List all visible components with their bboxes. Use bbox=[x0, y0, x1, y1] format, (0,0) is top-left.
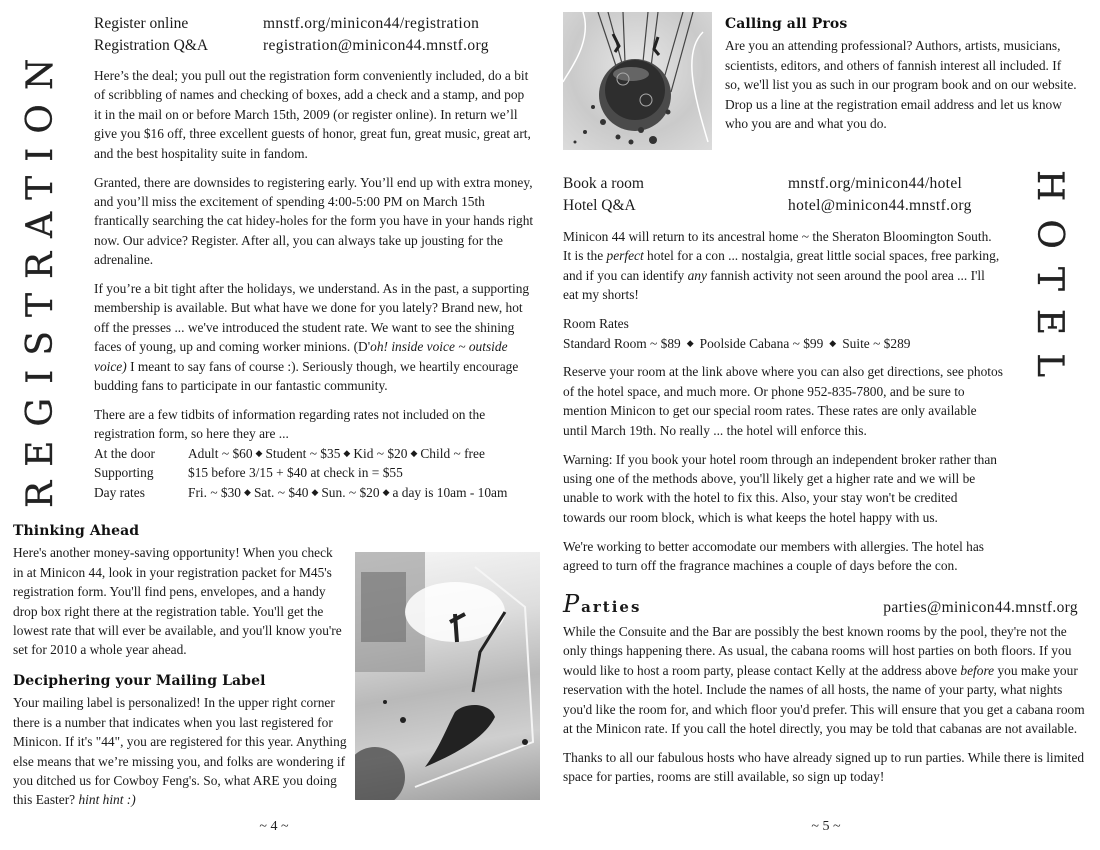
wrecking-ball-artwork bbox=[563, 12, 712, 150]
rate-item: Sun. ~ $20 bbox=[321, 484, 380, 500]
separator-diamond-icon: ◆ bbox=[244, 486, 251, 497]
p3-text-b: I meant to say fans of course :). Seriously though, we heartily encourage budding fans to participate in our fantastic community. bbox=[94, 358, 519, 394]
hotel-paragraph-4: We're working to better accomodate our members with allergies. The hotel has agreed to turn off the fragrance machines a couple of days before the con. bbox=[563, 538, 985, 574]
page-number-left: ~ 4 ~ bbox=[259, 819, 289, 834]
hotel-qa-label: Hotel Q&A bbox=[563, 197, 636, 214]
bungee-jumper-artwork bbox=[355, 552, 540, 800]
registration-paragraph-2: Granted, there are downsides to registering early. You’ll end up with extra money, and you’ll miss the excitement of spending 4:00-5:00 PM on March 15th frantically searching the cat hidey-holes for the form you have in your hands right now. Our advice? Register. After all, you can always take up jousting for the adrenaline. bbox=[94, 174, 534, 268]
register-online-link[interactable]: mnstf.org/minicon44/registration bbox=[263, 15, 480, 32]
bungee-jumper-image bbox=[355, 552, 540, 800]
rates-row bbox=[94, 444, 534, 463]
hotel-p1-italic-perfect: perfect bbox=[606, 248, 644, 264]
p3-italic: oh! inside voice ~ outside voice) bbox=[94, 339, 508, 374]
room-rate-item: Standard Room ~ $89 bbox=[563, 335, 681, 351]
calling-all-pros-heading: Calling all Pros bbox=[725, 16, 848, 32]
rates-row-label: Supporting bbox=[94, 465, 154, 481]
registration-qa-row bbox=[94, 35, 534, 57]
thinking-ahead-section bbox=[13, 522, 343, 660]
registration-links bbox=[94, 13, 534, 57]
parties-p1-italic: before bbox=[960, 662, 995, 678]
hotel-p1-c: fannish activity not seen around the pool area ... I'll eat my shorts! bbox=[563, 267, 985, 303]
parties-heading bbox=[563, 590, 641, 618]
separator-diamond-icon: ◆ bbox=[829, 337, 837, 348]
hotel-vertical-title: HOTEL bbox=[1029, 170, 1070, 396]
hotel-links bbox=[563, 173, 1003, 217]
p3-text-a: If you’re a bit tight after the holidays, we understand. As in the past, a supporting membership is available. But what have we done for you lately? Brand new, hot off the presses ... we've introduced the student rate. We want to see the shining faces of young, up and coming worker minions. (D' bbox=[94, 281, 530, 355]
hotel-p1-b: hotel for a con ... nostalgia, great little social spaces, free parking, and if you can identify bbox=[563, 248, 1000, 283]
rate-item: Kid ~ $20 bbox=[353, 445, 408, 461]
room-rates-list bbox=[563, 334, 1003, 353]
rates-table bbox=[94, 444, 534, 502]
registration-body bbox=[94, 66, 534, 502]
separator-diamond-icon: ◆ bbox=[410, 447, 418, 458]
rates-row-label: Day rates bbox=[94, 484, 145, 500]
thinking-ahead-body: Here's another money-saving opportunity! When you check in at Minicon 44, look in your registration packet for M45's registration form. You'll find pens, envelopes, and a handy drop box right there at the registration table. You'll get the lowest rate that will ever be available, and you'll know you're set for 2010 a whole year ahead. bbox=[13, 545, 342, 658]
book-a-room-link[interactable]: mnstf.org/minicon44/hotel bbox=[788, 175, 963, 192]
registration-qa-label: Registration Q&A bbox=[94, 37, 209, 54]
rates-row bbox=[94, 483, 534, 502]
room-rates-heading: Room Rates bbox=[563, 316, 629, 332]
parties-email[interactable]: parties@minicon44.mnstf.org bbox=[883, 599, 1078, 616]
parties-header bbox=[563, 590, 1078, 618]
registration-vertical-title: REGISTRATION bbox=[20, 44, 61, 508]
hotel-body bbox=[563, 227, 1003, 576]
hotel-paragraph-3: Warning: If you book your hotel room through an independent broker rather than using one of the methods above, you'll likely get a higher rate and we will be unable to work with the hotel to fix this. Also, your stay won't be credited towards our room block, which is what keeps the hotel happy with us. bbox=[563, 451, 997, 525]
separator-diamond-icon: ◆ bbox=[255, 447, 263, 458]
book-a-room-row bbox=[563, 173, 1003, 195]
rate-item: Adult ~ $60 bbox=[188, 445, 253, 461]
rate-item: Sat. ~ $40 bbox=[253, 484, 309, 500]
registration-qa-email[interactable]: registration@minicon44.mnstf.org bbox=[263, 37, 489, 54]
thinking-ahead-heading: Thinking Ahead bbox=[13, 523, 140, 539]
rate-item: a day is 10am - 10am bbox=[392, 484, 508, 500]
parties-paragraph-2: Thanks to all our fabulous hosts who have already signed up to run parties. While there is limited space for parties, rooms are still available, so sign up today! bbox=[563, 749, 1085, 785]
register-online-row bbox=[94, 13, 534, 35]
rate-item: Child ~ free bbox=[420, 445, 485, 461]
mailing-label-section bbox=[13, 672, 353, 810]
parties-p1-b: you make your reservation with the hotel. Include the names of all hosts, the name of your party, what nights you'd like the room for, and which floor you'd prefer. This will ensure that you get a cabana room at the Minicon rate. If you call the hotel directly, you may be told that cabanas are not available. bbox=[563, 662, 1085, 737]
wrecking-ball-image bbox=[563, 12, 712, 150]
registration-paragraph-1: Here’s the deal; you pull out the registration form conveniently included, do a bit of scribbling of names and checking of boxes, add a check and a stamp, and pop it in the mail on or before March 15th, 2009 (or register online). In return we’ll give you $16 off, three excellent guests of honor, great fun, great music, great art, and the best hospitality suite in fandom. bbox=[94, 68, 531, 161]
separator-diamond-icon: ◆ bbox=[311, 486, 319, 497]
separator-diamond-icon: ◆ bbox=[382, 486, 390, 497]
hotel-paragraph-2: Reserve your room at the link above where you can also get directions, see photos of the hotel space, and much more. Or phone 952-835-7800, and be sure to mention Minicon to get our special room rates. These rates are only available until March 19th. No really ... the hotel will enforce this. bbox=[563, 364, 1003, 438]
separator-diamond-icon: ◆ bbox=[686, 337, 694, 348]
rate-item: Fri. ~ $30 bbox=[188, 484, 242, 500]
hotel-p1-a: Minicon 44 will return to its ancestral home ~ the Sheraton Bloomington South. It is the bbox=[563, 229, 992, 264]
separator-diamond-icon: ◆ bbox=[343, 447, 351, 458]
book-a-room-label: Book a room bbox=[563, 175, 644, 192]
room-rate-item: Poolside Cabana ~ $99 bbox=[699, 335, 824, 351]
registration-paragraph-3 bbox=[94, 279, 534, 395]
room-rate-item: Suite ~ $289 bbox=[842, 335, 911, 351]
mailing-label-body bbox=[13, 693, 353, 809]
hotel-p1-italic-any: any bbox=[687, 267, 707, 283]
rates-row-label: At the door bbox=[94, 445, 155, 461]
rates-row-values bbox=[188, 444, 485, 463]
parties-p1-a: While the Consuite and the Bar are possibly the best known rooms by the pool, they're not the only things happening there. As usual, the cabana rooms will host parties on both floors. If you would like to host a room party, please contact Kelly at the address above bbox=[563, 624, 1072, 678]
calling-all-pros-body: Are you an attending professional? Authors, artists, musicians, scientists, editors, and others of fannish interest all included. If so, we'll list you as such in our program book and on our website. Drop us a line at the registration email address and let us know who you are and what you do. bbox=[725, 38, 1077, 132]
registration-paragraph-4: There are a few tidbits of information regarding rates not included on the registration form, so here they are ... bbox=[94, 407, 486, 442]
rates-row bbox=[94, 463, 534, 482]
rate-item: Student ~ $35 bbox=[265, 445, 341, 461]
hotel-qa-email[interactable]: hotel@minicon44.mnstf.org bbox=[788, 197, 972, 214]
parties-body bbox=[563, 622, 1091, 787]
calling-all-pros-section bbox=[725, 15, 1077, 133]
mailing-label-text: Your mailing label is personalized! In the upper right corner there is a number that indicates when you last registered for Minicon. If it's "44", you are registered for this year. Anything else means that we’re missing you, and folks are wondering if you ditched us for Cowboy Feng's. So, what ARE you doing this Easter? bbox=[13, 695, 347, 808]
rate-item: $15 before 3/15 + $40 at check in = $55 bbox=[188, 465, 403, 481]
rates-row-values bbox=[188, 483, 507, 502]
register-online-label: Register online bbox=[94, 15, 189, 32]
hotel-paragraph-1 bbox=[563, 227, 1003, 305]
mailing-label-italic: hint hint :) bbox=[78, 792, 136, 808]
rates-row-values bbox=[188, 463, 403, 482]
page-number-right: ~ 5 ~ bbox=[811, 819, 841, 834]
parties-heading-cap: P bbox=[563, 590, 582, 618]
parties-heading-rest: arties bbox=[581, 598, 642, 616]
mailing-label-heading: Deciphering your Mailing Label bbox=[13, 673, 266, 689]
parties-paragraph-1 bbox=[563, 622, 1091, 738]
hotel-qa-row bbox=[563, 195, 1003, 217]
